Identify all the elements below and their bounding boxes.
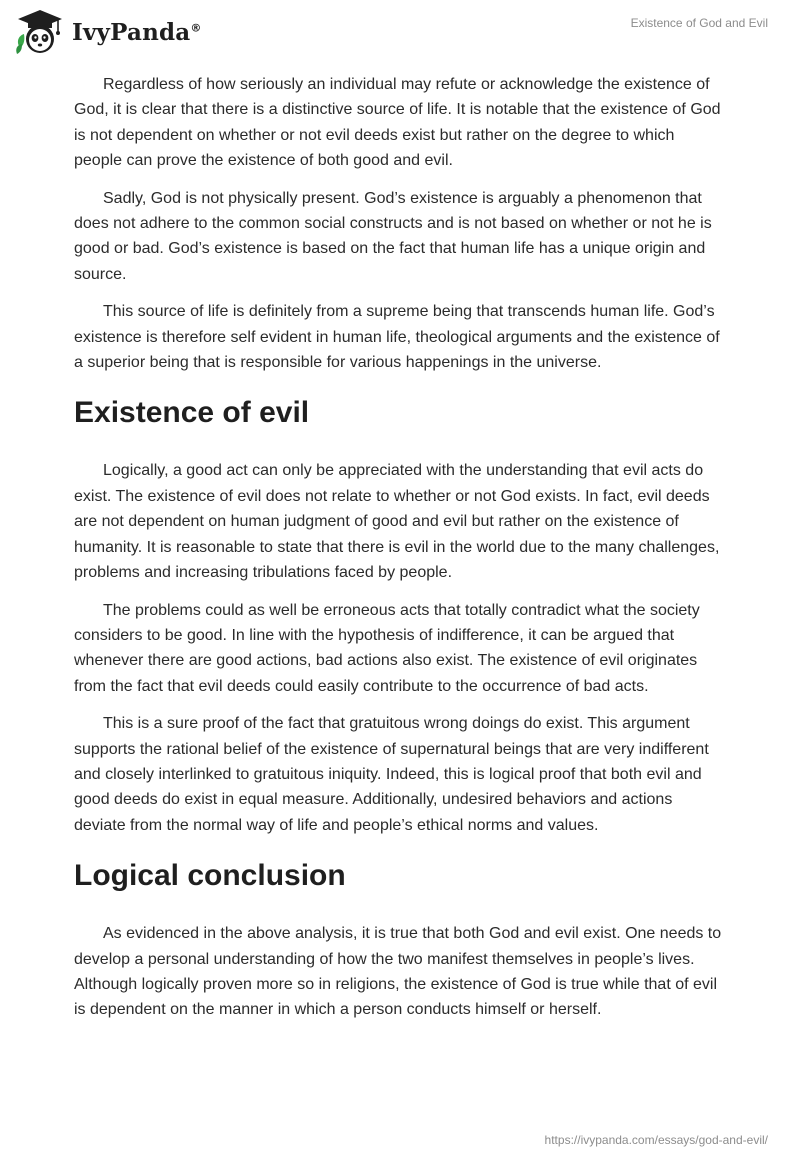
page-header [0,0,800,62]
source-url[interactable]: https://ivypanda.com/essays/god-and-evil/ [544,1133,768,1147]
paragraph: This source of life is definitely from a supreme being that transcends human life. God’s existence is therefore self evident in human life, theological arguments and the existence of a superior being that is responsible for various happenings in the universe. [74,303,720,372]
paragraph: As evidenced in the above analysis, it is true that both God and evil exist. One needs to develop a personal understanding of how the two manifest themselves in people’s lives. Although logically proven more so in religions, the existence of God is true while that of evil is dependent on the manner in which a person conducts himself or herself. [74,925,722,1019]
paragraph: This is a sure proof of the fact that gratuitous wrong doings do exist. This argument supports the rational belief of the existence of supernatural beings that are very indifferent and closely interlinked to gratuitous iniquity. Indeed, this is logical proof that both evil and good deeds do exist in equal measure. Additionally, undesired behaviors and actions deviate from the normal way of life and people’s ethical norms and values. [74,715,709,834]
panda-logo-icon [14,8,66,56]
paragraph: The problems could as well be erroneous acts that totally contradict what the society considers to be good. In line with the hypothesis of indifference, it can be argued that whenever there are good actions, bad actions also exist. The existence of evil originates from the fact that evil deeds could easily contribute to the occurrence of bad acts. [74,601,700,695]
paragraph: Logically, a good act can only be appreciated with the understanding that evil acts do exist. The existence of evil does not relate to whether or not God exists. In fact, evil deeds are not dependent on human judgment of good and evil but rather on the existence of humanity. It is reasonable to state that there is evil in the world due to the many challenges, problems and increasing tribulations faced by people. [74,462,720,582]
section-heading-existence-of-evil: Existence of evil [74,396,310,430]
document-title: Existence of God and Evil [630,16,768,30]
registered-mark: ® [190,20,202,34]
paragraph: Sadly, God is not physically present. God’s existence is arguably a phenomenon that does not adhere to the common social constructs and is not based on whether or not he is good or bad. God’s existence is based on the fact that human life has a unique origin and source. [74,189,712,283]
logo-text: IvyPanda [72,18,191,46]
section-heading-logical-conclusion: Logical conclusion [74,859,346,893]
essay-body [74,72,724,1035]
paragraph: Regardless of how seriously an individual may refute or acknowledge the existence of God, it is clear that there is a distinctive source of life. It is notable that the existence of God is not dependent on whether or not evil deeds exist but rather on the degree to which people can prove the existence of both good and evil. [74,76,721,170]
ivypanda-logo[interactable] [14,8,202,56]
logo-wordmark [72,19,202,46]
